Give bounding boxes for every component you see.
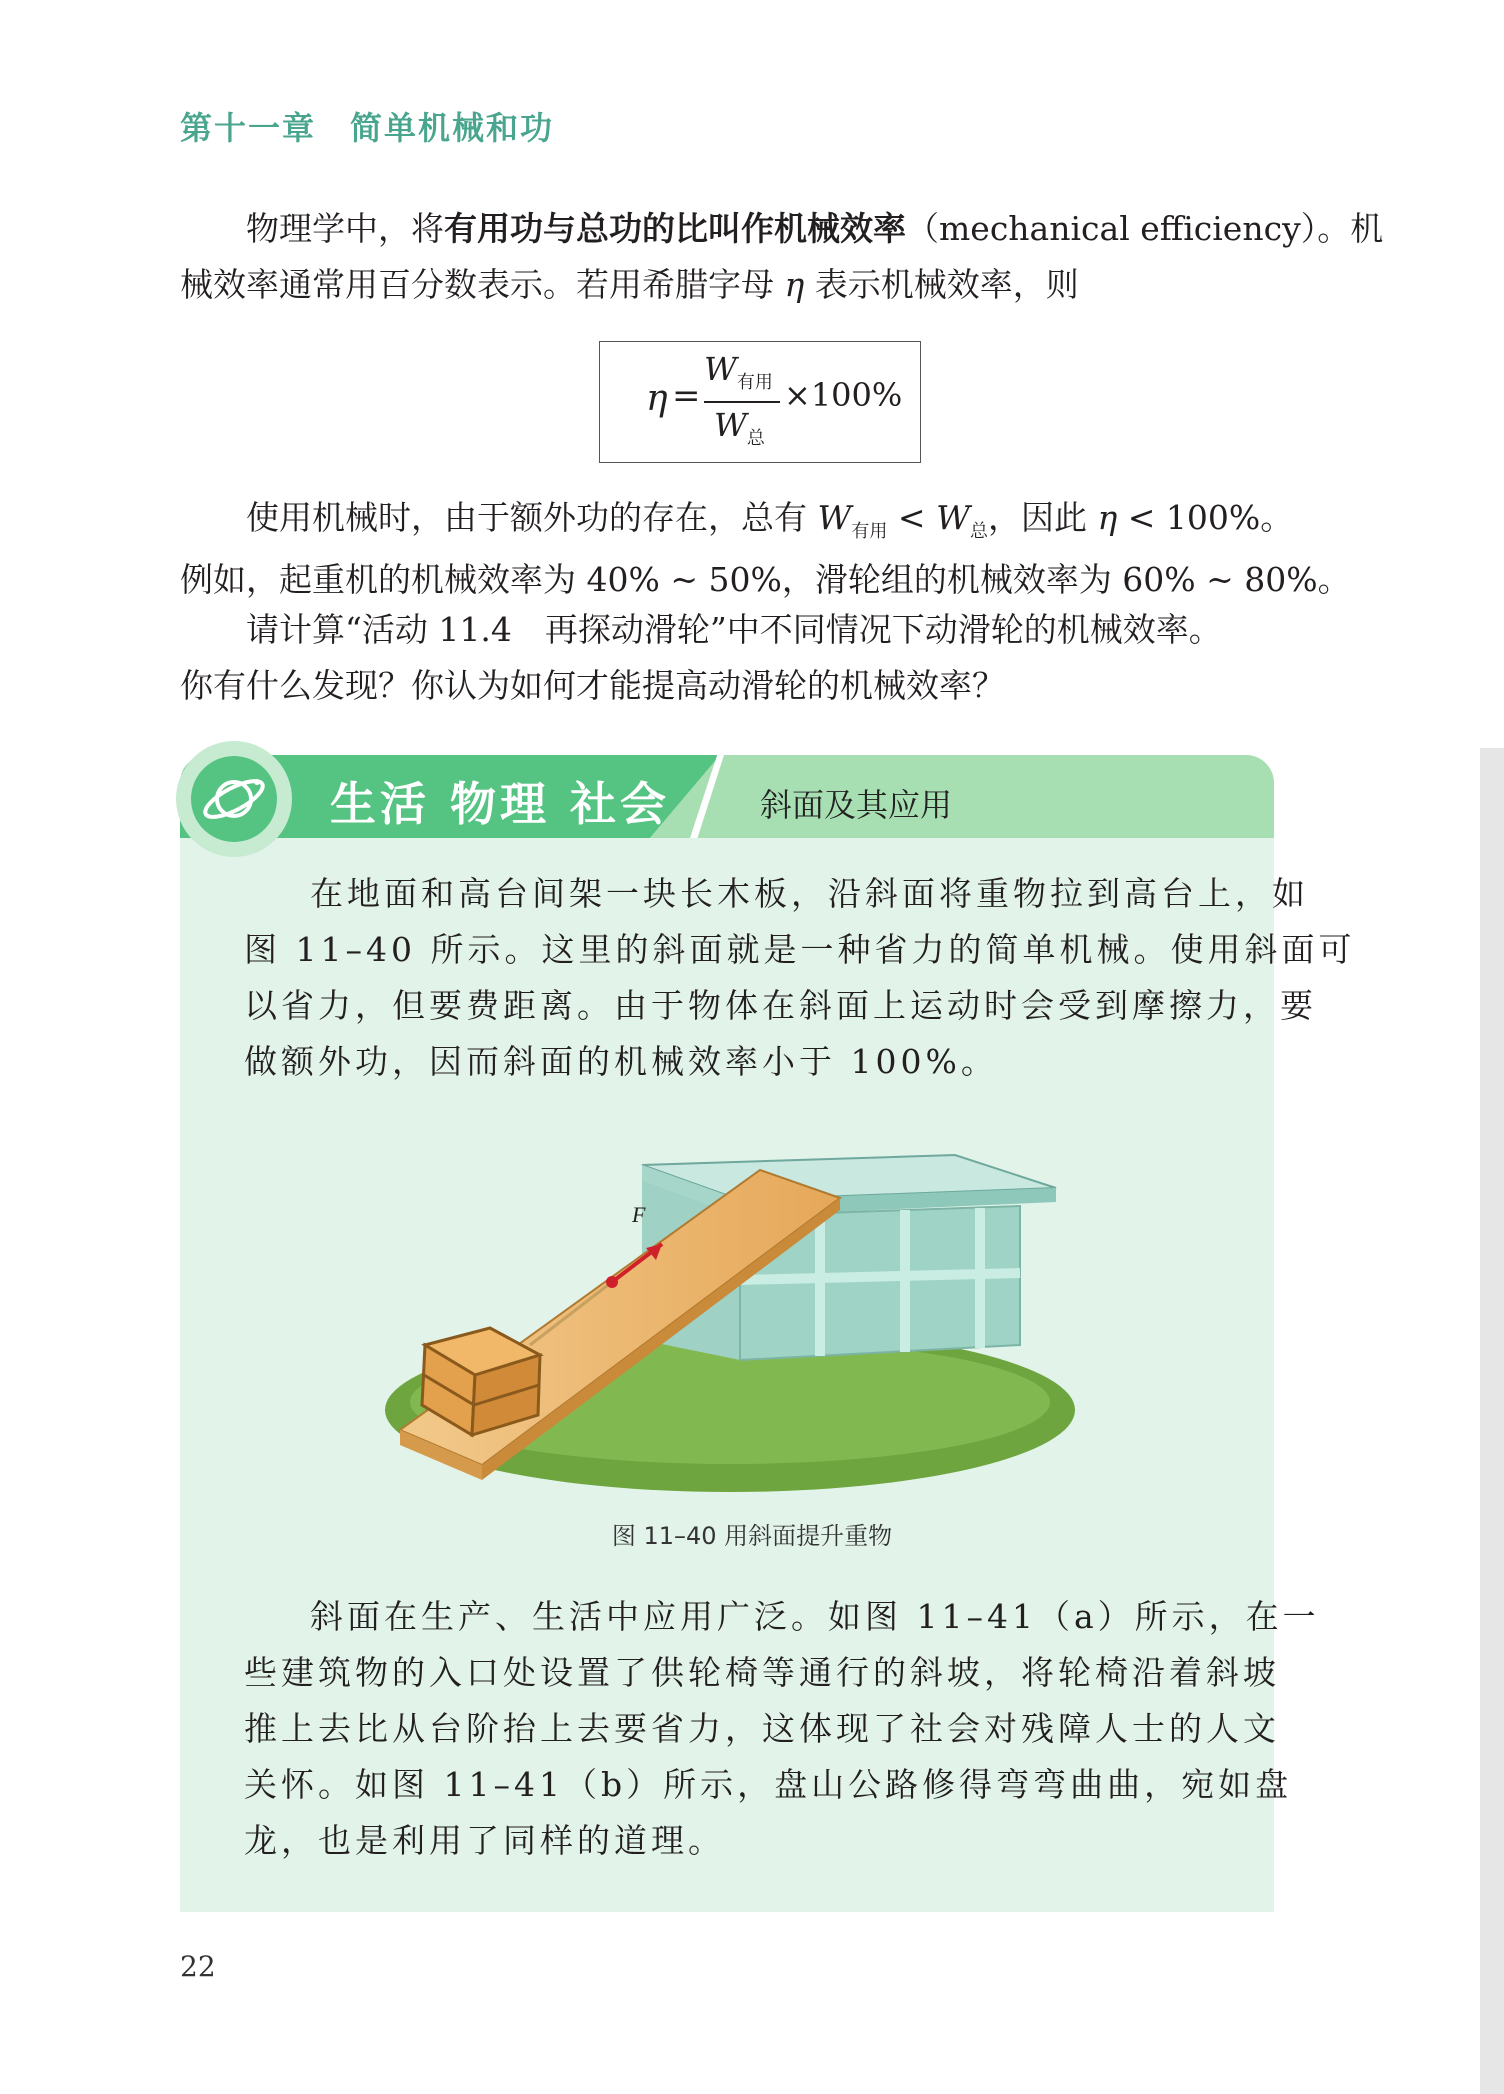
chapter-header: 第十一章 简单机械和功 xyxy=(180,109,555,147)
denominator-symbol: W xyxy=(714,406,747,444)
efficiency-paragraph xyxy=(180,490,1351,608)
planet-icon xyxy=(191,756,277,842)
body-text: < 100%。 xyxy=(1117,498,1294,537)
feature-text: 龙，也是利用了同样的道理。 xyxy=(244,1821,725,1860)
question-paragraph xyxy=(180,602,1222,714)
feature-badge-inner xyxy=(191,756,277,842)
definition-text: 有用功与总功的比叫作机械效率 xyxy=(444,209,906,248)
feature-text: 斜面在生产、生活中应用广泛。如图 11–41（a）所示，在一 xyxy=(310,1597,1320,1636)
feature-title: 生活 物理 社会 xyxy=(330,777,671,831)
feature-text: 在地面和高台间架一块长木板，沿斜面将重物拉到高台上，如 xyxy=(310,874,1309,913)
eta-symbol: η xyxy=(1097,498,1118,537)
eta-symbol: η xyxy=(784,265,805,304)
intro-paragraph xyxy=(180,201,1383,313)
intro-text: 械效率通常用百分数表示。若用希腊字母 xyxy=(180,265,785,304)
question-text: 你有什么发现？你认为如何才能提高动滑轮的机械效率？ xyxy=(180,666,1005,705)
feature-paragraph-2 xyxy=(244,1589,1320,1869)
feature-text: 图 11–40 所示。这里的斜面就是一种省力的简单机械。使用斜面可 xyxy=(244,930,1356,969)
fraction-bar xyxy=(704,401,780,403)
page-side-bar xyxy=(1480,748,1504,2094)
formula-eta: η xyxy=(646,378,668,419)
feature-text: 做额外功，因而斜面的机械效率小于 100%。 xyxy=(244,1042,998,1081)
less-than: < xyxy=(887,498,937,537)
feature-subtitle: 斜面及其应用 xyxy=(760,786,953,824)
page-number: 22 xyxy=(180,1950,216,1983)
force-point xyxy=(606,1276,618,1288)
w-symbol: W xyxy=(817,498,852,537)
formula-numerator xyxy=(704,350,773,393)
formula-denominator xyxy=(714,406,765,449)
force-label: F xyxy=(632,1202,646,1227)
formula-equals: = xyxy=(672,376,701,416)
w-subscript: 有用 xyxy=(851,521,888,542)
numerator-subscript: 有用 xyxy=(736,372,773,393)
w-symbol: W xyxy=(936,498,970,537)
intro-text: 表示机械效率，则 xyxy=(804,265,1079,304)
body-text: 例如，起重机的机械效率为 40% ~ 50%，滑轮组的机械效率为 60% ~ 80%。 xyxy=(180,560,1351,599)
feature-paragraph-1 xyxy=(244,866,1355,1090)
body-text: ，因此 xyxy=(987,498,1098,537)
incline-illustration xyxy=(380,1110,1080,1500)
feature-text: 推上去比从台阶抬上去要省力，这体现了社会对残障人士的人文 xyxy=(244,1709,1280,1748)
denominator-subscript: 总 xyxy=(746,428,765,449)
intro-text: （mechanical efficiency）。机 xyxy=(906,209,1384,248)
formula-factor: ×100% xyxy=(784,376,903,414)
intro-text: 物理学中，将 xyxy=(246,209,444,248)
body-text: 使用机械时，由于额外功的存在，总有 xyxy=(246,498,818,537)
figure-caption: 图 11–40 用斜面提升重物 xyxy=(611,1522,893,1550)
feature-text: 以省力，但要费距离。由于物体在斜面上运动时会受到摩擦力，要 xyxy=(244,986,1317,1025)
w-subscript: 总 xyxy=(969,521,988,542)
numerator-symbol: W xyxy=(704,350,737,388)
feature-text: 关怀。如图 11–41（b）所示，盘山公路修得弯弯曲曲，宛如盘 xyxy=(244,1765,1293,1804)
question-text: 请计算“活动 11.4 再探动滑轮”中不同情况下动滑轮的机械效率。 xyxy=(246,610,1222,649)
feature-text: 些建筑物的入口处设置了供轮椅等通行的斜坡，将轮椅沿着斜坡 xyxy=(244,1653,1280,1692)
efficiency-formula xyxy=(599,341,921,463)
